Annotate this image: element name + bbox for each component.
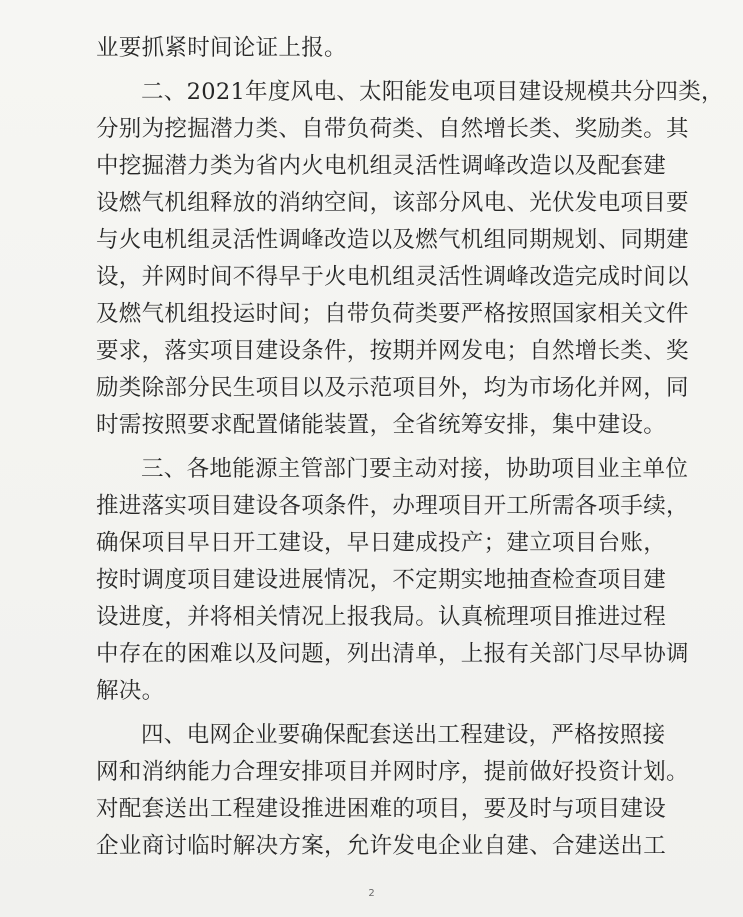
paragraph-section-4 xyxy=(96,717,689,865)
text-line: 分别为挖掘潜力类、自带负荷类、自然增长类、奖励类。其 xyxy=(96,116,689,142)
text-line: 企业商讨临时解决方案，允许发电企业自建、合建送出工 xyxy=(96,833,667,859)
text-line: 与火电机组灵活性调峰改造以及燃气机组同期规划、同期建 xyxy=(96,227,689,253)
text-line: 中挖掘潜力类为省内火电机组灵活性调峰改造以及配套建 xyxy=(96,153,667,179)
text-line: 三、各地能源主管部门要主动对接，协助项目业主单位 xyxy=(141,456,689,482)
paragraph-continuation xyxy=(96,30,626,67)
text-line: 确保项目早日开工建设，早日建成投产；建立项目台账， xyxy=(96,530,667,556)
text-line: 设进度，并将相关情况上报我局。认真梳理项目推进过程 xyxy=(96,604,667,630)
text-line: 业要抓紧时间论证上报。 xyxy=(96,35,347,61)
text-line: 按时调度项目建设进展情况，不定期实地抽查检查项目建 xyxy=(96,567,667,593)
page-number: 2 xyxy=(368,888,375,899)
text-line: 对配套送出工程建设推进困难的项目，要及时与项目建设 xyxy=(96,796,667,822)
text-line: 设，并网时间不得早于火电机组灵活性调峰改造完成时间以 xyxy=(96,264,689,290)
text-line: 时需按照要求配置储能装置，全省统筹安排，集中建设。 xyxy=(96,412,667,438)
text-line: 四、电网企业要确保配套送出工程建设，严格按照接 xyxy=(141,722,666,748)
text-line: 网和消纳能力合理安排项目并网时序，提前做好投资计划。 xyxy=(96,759,689,785)
text-line: 解决。 xyxy=(96,678,165,704)
text-line: 二、2021年度风电、太阳能发电项目建设规模共分四类， xyxy=(141,79,724,105)
text-line: 推进落实项目建设各项条件，办理项目开工所需各项手续， xyxy=(96,493,689,519)
document-body xyxy=(96,30,724,865)
paragraph-section-3 xyxy=(96,451,689,710)
text-line: 励类除部分民生项目以及示范项目外，均为市场化并网，同 xyxy=(96,375,689,401)
paragraph-section-2 xyxy=(96,74,724,444)
text-line: 要求，落实项目建设条件，按期并网发电；自然增长类、奖 xyxy=(96,338,689,364)
text-line: 及燃气机组投运时间；自带负荷类要严格按照国家相关文件 xyxy=(96,301,689,327)
text-line: 中存在的困难以及问题，列出清单，上报有关部门尽早协调 xyxy=(96,641,689,667)
text-line: 设燃气机组释放的消纳空间，该部分风电、光伏发电项目要 xyxy=(96,190,689,216)
